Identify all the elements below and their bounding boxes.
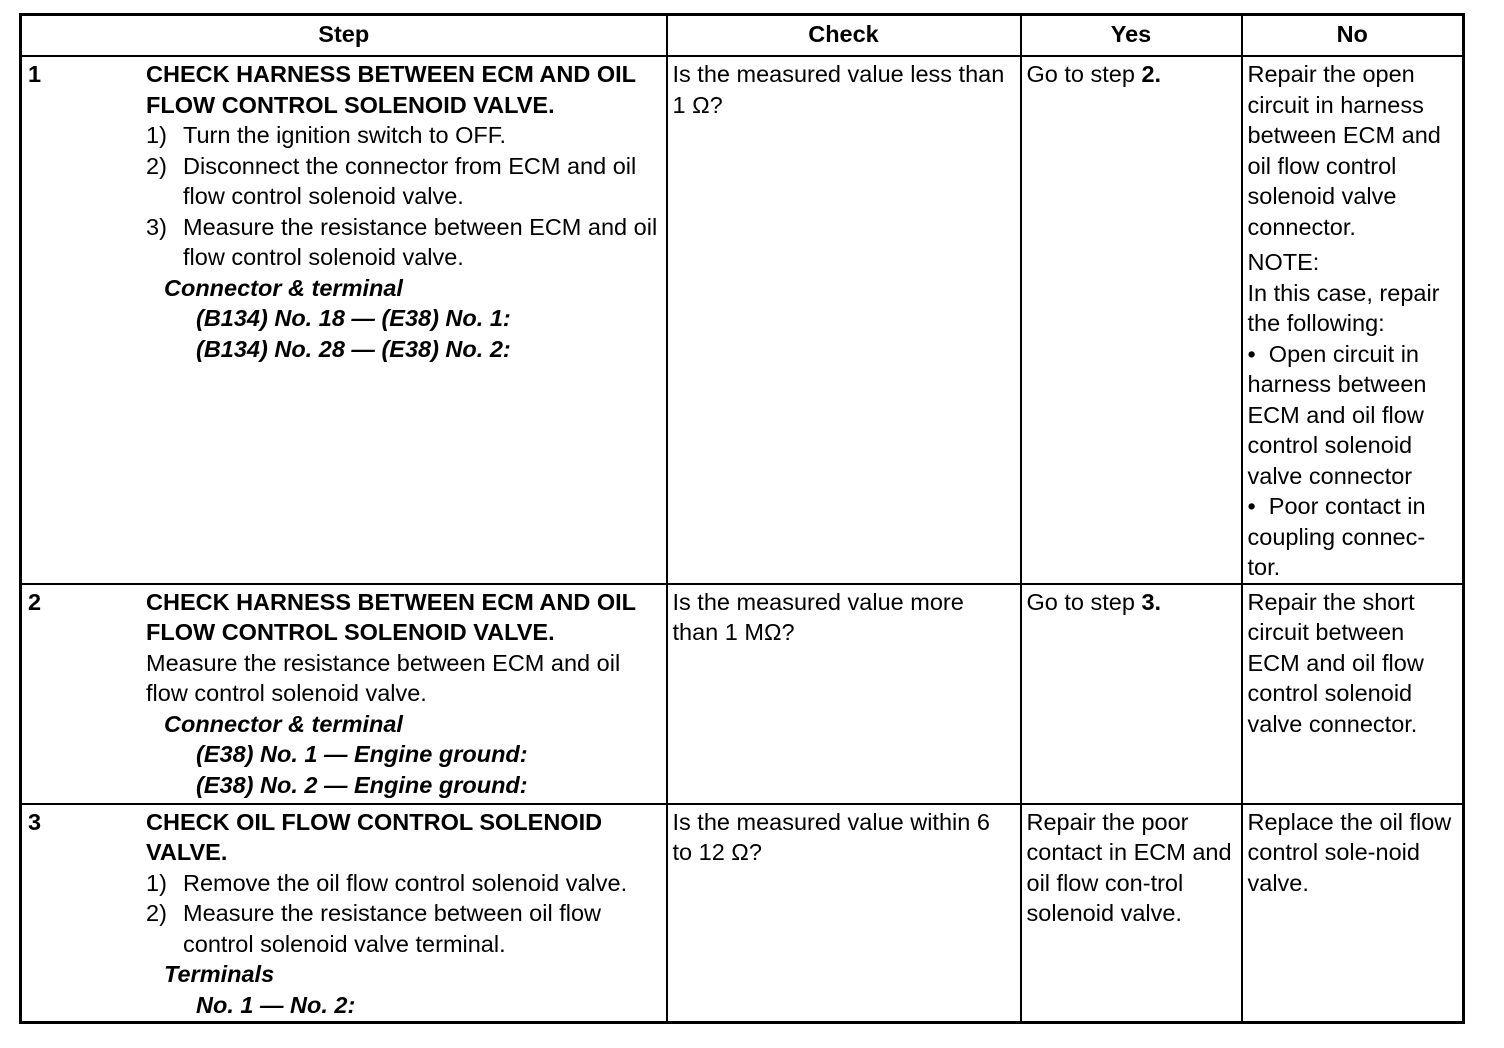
header-check: Check	[667, 15, 1021, 57]
check-cell: Is the measured value less than 1 Ω?	[667, 56, 1021, 584]
list-item: 2) Disconnect the connector from ECM and oil flow control solenoid valve.	[146, 152, 637, 209]
header-row	[21, 15, 1464, 57]
connector-label: Connector & terminal	[164, 274, 403, 301]
terminals-value: No. 1 — No. 2:	[196, 991, 356, 1018]
check-cell: Is the measured value within 6 to 12 Ω?	[667, 804, 1021, 1023]
list-item: 1) Remove the oil flow control solenoid valve.	[146, 869, 628, 896]
header-no: No	[1242, 15, 1464, 57]
no-cell	[1242, 56, 1464, 584]
diagnostic-table	[19, 13, 1465, 1024]
list-item: 2) Measure the resistance between oil flow control solenoid valve terminal.	[146, 900, 601, 957]
diagnostic-page	[19, 13, 1462, 1024]
connector-label: Connector & terminal	[164, 710, 403, 737]
yes-cell: Go to step 3.	[1021, 584, 1242, 804]
connector-value: (B134) No. 18 — (E38) No. 1:	[196, 305, 511, 331]
yes-cell: Go to step 2.	[1021, 56, 1242, 584]
list-item: 1) Turn the ignition switch to OFF.	[146, 122, 507, 148]
connector-value: (E38) No. 2 — Engine ground:	[196, 771, 528, 798]
step-cell	[21, 56, 667, 584]
note-text: In this case, repair the following:	[1247, 279, 1440, 336]
step-number: 3	[28, 808, 42, 835]
list-item: 3) Measure the resistance between ECM and oil flow control solenoid valve.	[146, 213, 658, 270]
step-title: CHECK OIL FLOW CONTROL SOLENOID VALVE.	[146, 808, 603, 865]
header-yes: Yes	[1021, 15, 1242, 57]
connector-value: (E38) No. 1 — Engine ground:	[196, 741, 528, 767]
table-row	[21, 584, 1464, 804]
step-cell	[21, 584, 667, 804]
step-cell	[21, 804, 667, 1023]
note-label: NOTE:	[1247, 249, 1320, 275]
bullet-item: • Open circuit in harness between ECM and oil flow control solenoid valve connector	[1247, 340, 1427, 489]
header-step: Step	[21, 15, 667, 57]
table-row	[21, 56, 1464, 584]
step-title: CHECK HARNESS BETWEEN ECM AND OIL FLOW CONTROL SOLENOID VALVE.	[146, 588, 636, 645]
step-title: CHECK HARNESS BETWEEN ECM AND OIL FLOW CONTROL SOLENOID VALVE.	[146, 61, 636, 118]
yes-cell: Repair the poor contact in ECM and oil flow con-trol solenoid valve.	[1021, 804, 1242, 1023]
step-instruction: Measure the resistance between ECM and oil flow control solenoid valve.	[146, 649, 621, 706]
no-cell: Repair the short circuit between ECM and oil flow control solenoid valve connector.	[1242, 584, 1464, 804]
terminals-label: Terminals	[164, 961, 275, 987]
bullet-item: • Poor contact in coupling connec-tor.	[1247, 493, 1426, 580]
no-text: Repair the open circuit in harness between ECM and oil flow control solenoid valve connector.	[1247, 61, 1441, 240]
step-number: 2	[28, 588, 42, 615]
no-cell: Replace the oil flow control sole-noid valve.	[1242, 804, 1464, 1023]
table-row	[21, 804, 1464, 1023]
step-number: 1	[28, 61, 42, 87]
check-cell: Is the measured value more than 1 MΩ?	[667, 584, 1021, 804]
connector-value: (B134) No. 28 — (E38) No. 2:	[196, 335, 511, 362]
